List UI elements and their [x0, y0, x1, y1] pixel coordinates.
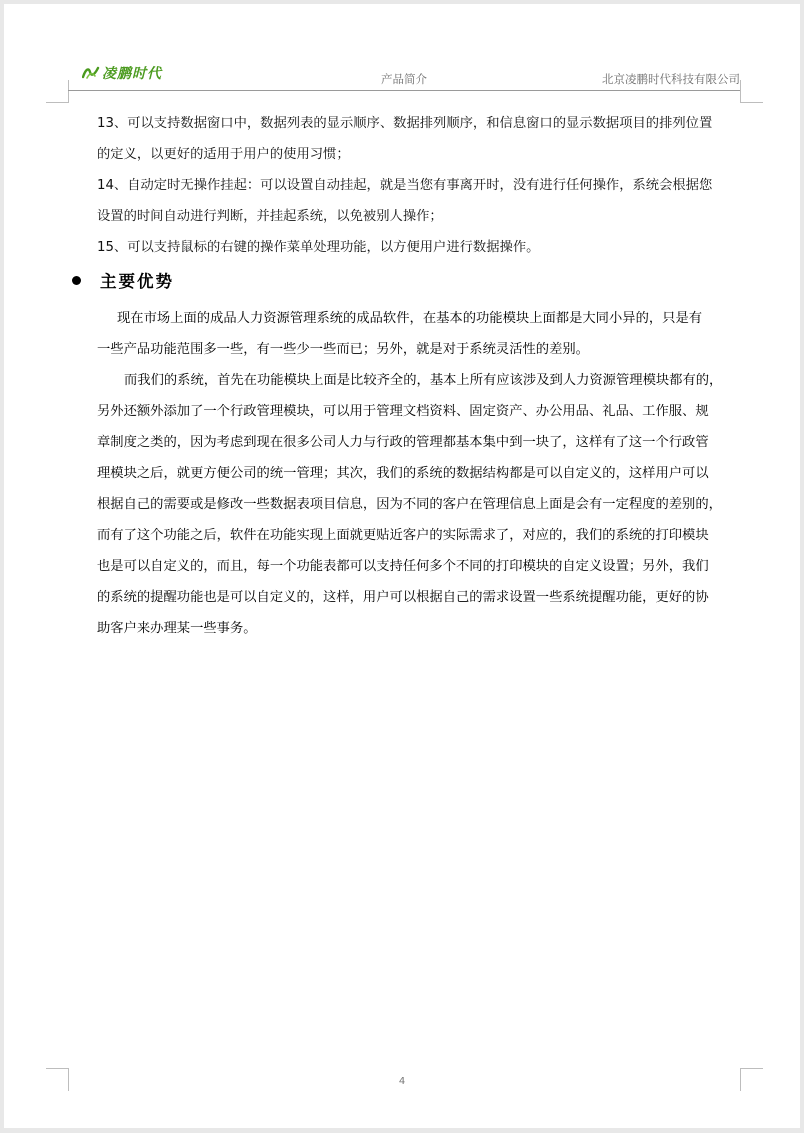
logo-text: 凌鹏时代 — [102, 66, 162, 82]
header-company-name: 北京凌鹏时代科技有限公司 — [602, 72, 740, 86]
paragraph-line: 一些产品功能范围多一些，有一些少一些而已；另外，就是对于系统灵活性的差别。 — [97, 342, 589, 357]
paragraph-line: 助客户来办理某一些事务。 — [97, 621, 257, 636]
list-line: 的定义，以更好的适用于用户的使用习惯； — [97, 147, 350, 162]
header-doc-title: 产品简介 — [381, 72, 427, 86]
advantages-body — [97, 303, 745, 644]
paragraph-line: 现在市场上面的成品人力资源管理系统的成品软件，在基本的功能模块上面都是大同小异的，只是有 — [117, 311, 703, 326]
list-line: 15、可以支持鼠标的右键的操作菜单处理功能，以方便用户进行数据操作。 — [97, 240, 540, 255]
paragraph-line: 理模块之后，就更方便公司的统一管理；其次，我们的系统的数据结构都是可以自定义的，这样用户可以 — [97, 466, 709, 481]
feature-list — [97, 108, 745, 263]
paragraph-line: 而有了这个功能之后，软件在功能实现上面就更贴近客户的实际需求了，对应的，我们的系统的打印模块 — [97, 528, 709, 543]
crop-mark-top-right — [740, 80, 763, 103]
paragraph-line: 根据自己的需要或是修改一些数据表项目信息，因为不同的客户在管理信息上面是会有一定程度的差别的， — [97, 497, 722, 512]
page-header — [68, 60, 740, 91]
paragraph-line: 而我们的系统，首先在功能模块上面是比较齐全的，基本上所有应该涉及到人力资源管理模块都有的， — [124, 373, 723, 388]
paragraph-line: 另外还额外添加了一个行政管理模块，可以用于管理文档资料、固定资产、办公用品、礼品、工作服、规 — [97, 404, 709, 419]
section-title: 主要优势 — [100, 272, 174, 291]
document-page — [4, 4, 800, 1128]
paragraph-line: 章制度之类的，因为考虑到现在很多公司人力与行政的管理都基本集中到一块了，这样有了这一个行政管 — [97, 435, 709, 450]
list-line: 13、可以支持数据窗口中，数据列表的显示顺序、数据排列顺序，和信息窗口的显示数据项目的排列位置 — [97, 116, 713, 131]
bullet-icon — [72, 276, 81, 285]
list-line: 14、自动定时无操作挂起：可以设置自动挂起，就是当您有事离开时，没有进行任何操作，系统会根据您 — [97, 178, 713, 193]
section-heading — [72, 268, 174, 292]
page-number: 4 — [398, 1076, 406, 1087]
paragraph-line: 的系统的提醒功能也是可以自定义的，这样，用户可以根据自己的需求设置一些系统提醒功能，更好的协 — [97, 590, 709, 605]
paragraph-line: 也是可以自定义的，而且，每一个功能表都可以支持任何多个不同的打印模块的自定义设置；另外，我们 — [97, 559, 709, 574]
crop-mark-top-left — [46, 80, 69, 103]
list-line: 设置的时间自动进行判断，并挂起系统，以免被别人操作； — [97, 209, 443, 224]
